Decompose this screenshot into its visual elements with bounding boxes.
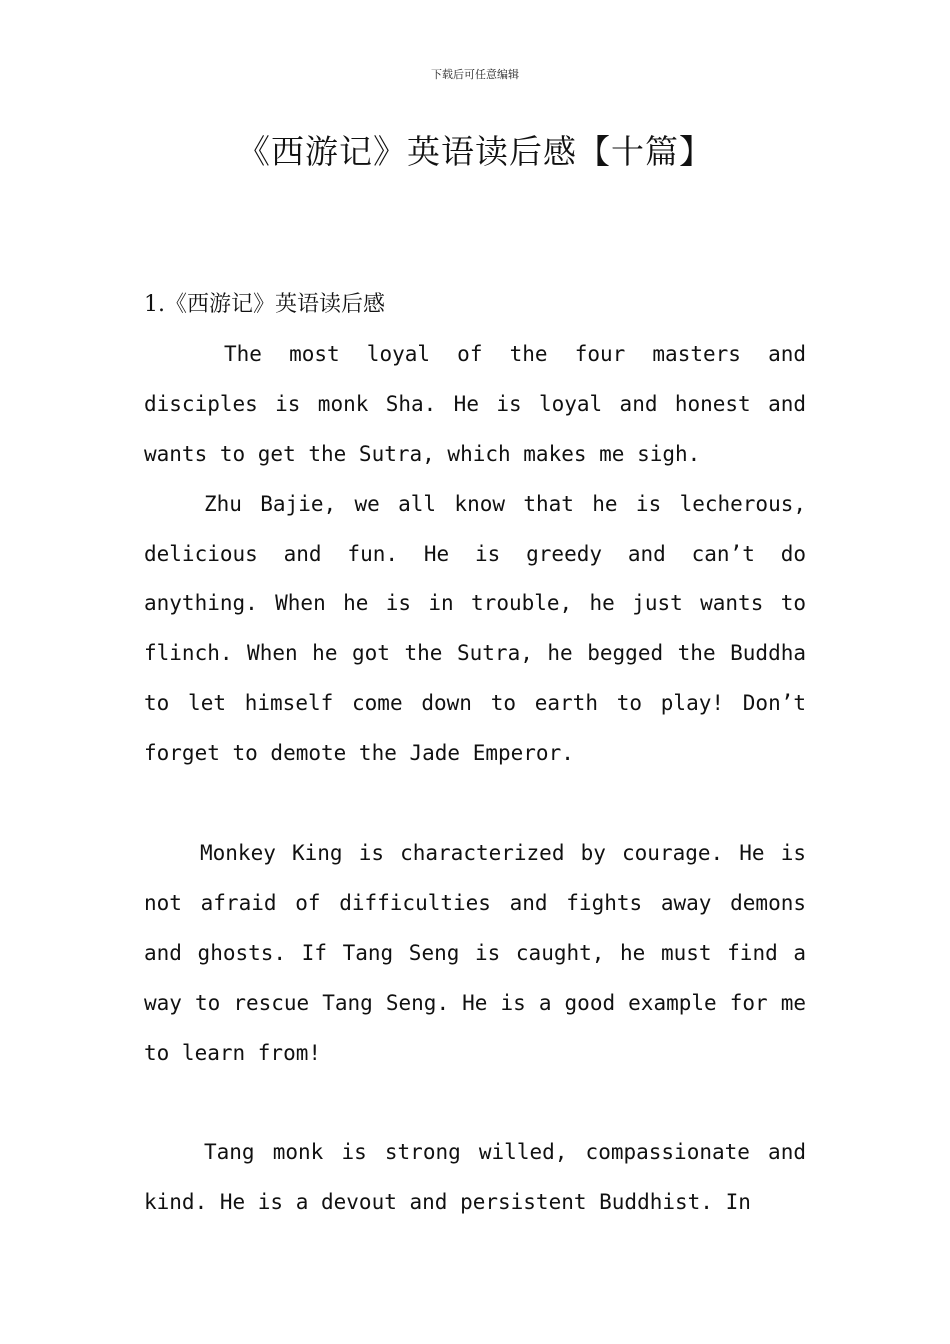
paragraph-tang-monk: Tang monk is strong willed, compassionate and kind. He is a devout and persistent Buddhist. In: [144, 1140, 806, 1215]
header-note: 下载后可任意编辑: [431, 68, 519, 81]
document-body: [144, 280, 806, 1228]
paragraph-monk-sha: The most loyal of the four masters and disciples is monk Sha. He is loyal and honest and wants to get the Sutra, which makes me sigh.: [144, 341, 806, 466]
document-title: 《西游记》英语读后感【十篇】: [237, 132, 713, 171]
paragraph-zhu-bajie: Zhu Bajie, we all know that he is lecherous, delicious and fun. He is greedy and can’t do anything. When he is in trouble, he just wants to flinch. When he got the Sutra, he begged the Buddha to let himself come down to earth to play! Don’t forget to demote the Jade Emperor.: [144, 491, 806, 766]
paragraph-spacer: [144, 1078, 806, 1128]
section-heading: 1.《西游记》英语读后感: [144, 292, 385, 317]
paragraph-monkey-king: Monkey King is characterized by courage. He is not afraid of difficulties and fights away demons and ghosts. If Tang Seng is caught, he must find a way to rescue Tang Seng. He is a good example for me to learn from!: [144, 840, 806, 1065]
paragraph-spacer: [144, 779, 806, 829]
